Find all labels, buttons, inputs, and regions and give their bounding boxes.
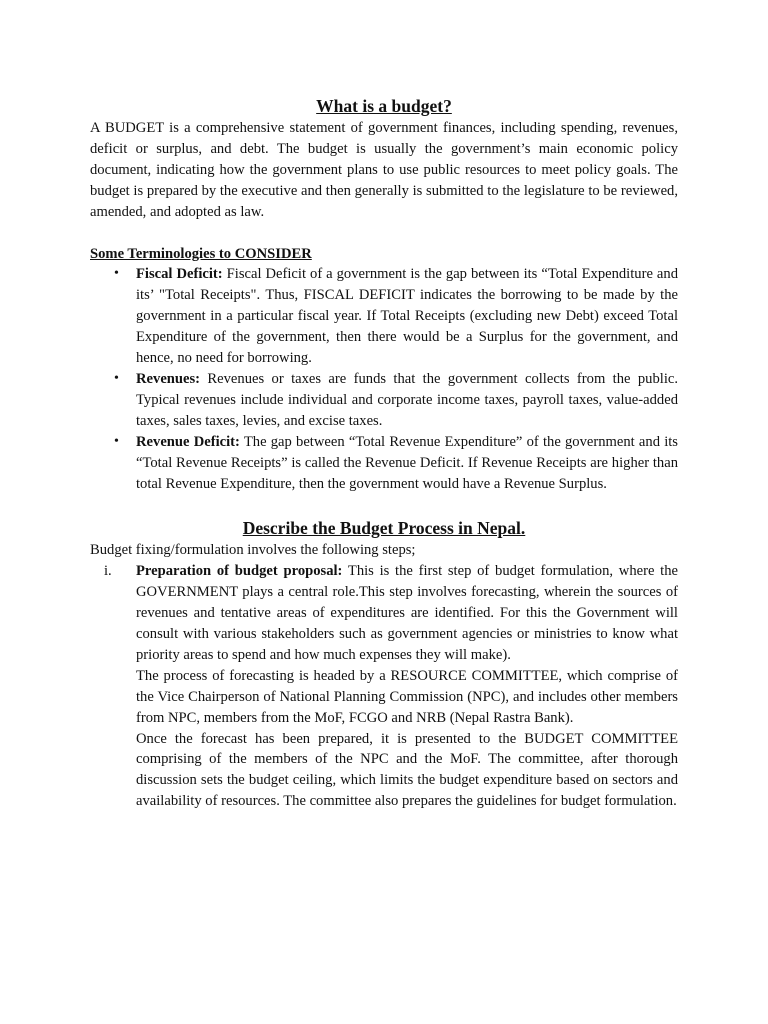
step-paragraph-2: The process of forecasting is headed by a RESOURCE COMMITTEE, which comprise of the Vice Chairperson of National Planning Commission (NPC), and includes other members from NPC, members from the MoF, FCGO and NRB (Nepal Rastra Bank). (136, 667, 678, 726)
term-definition: The gap between “Total Revenue Expenditure” of the government and its “Total Revenue Receipts” is called the Revenue Deficit. If Revenue Receipts are higher than total Revenue Expenditure, then the government would have a Revenue Surplus. (136, 433, 678, 492)
term-definition: Revenues or taxes are funds that the government collects from the public. Typical revenues include individual and corporate income taxes, payroll taxes, value-added taxes, sales taxes, levies, and excise taxes. (136, 370, 678, 429)
term-label: Fiscal Deficit: (136, 266, 223, 283)
budget-steps-list (90, 561, 678, 812)
term-definition: Fiscal Deficit of a government is the gap between its “Total Expenditure and its’ "Total Receipts". Thus, FISCAL DEFICIT indicates the borrowing to be made by the government in a particular fiscal year. If Total Receipts (excluding new Debt) exceed Total Expenditure of the government, then there would be a Surplus for the government, and hence, no need for borrowing. (136, 266, 678, 367)
budget-definition-paragraph: A BUDGET is a comprehensive statement of government finances, including spending, revenues, deficit or surplus, and debt. The budget is usually the government’s main economic policy document, indicating how the government plans to use public resources to meet policy goals. The budget is prepared by the executive and then generally is submitted to the legislature to be reviewed, amended, and adopted as law. (90, 120, 678, 220)
list-item-revenue-deficit (90, 432, 678, 495)
step-definition: This is the first step of budget formulation, where the GOVERNMENT plays a central role.This step involves forecasting, wherein the sources of revenues and tentative areas of expenditures are identified. For this the Government will consult with various stakeholders such as government agencies or ministries to know what priority areas to spend and how much expenses they will make). (136, 563, 678, 663)
list-item-fiscal-deficit (90, 264, 678, 369)
step-paragraph-1 (136, 561, 678, 666)
bullet-icon: • (114, 370, 119, 386)
document-page (90, 94, 678, 812)
bullet-icon: • (114, 266, 119, 282)
step-paragraph-3: Once the forecast has been prepared, it is presented to the BUDGET COMMITTEE comprising of the members of the NPC and the MoF. The committee, after thorough discussion sets the budget ceiling, which limits the budget expenditure based on sectors and availability of resources. The committee also prepares the guidelines for budget formulation. (136, 730, 678, 810)
list-item-revenues (90, 369, 678, 432)
section-title-budget: What is a budget? (316, 96, 452, 116)
section-title-budget-process: Describe the Budget Process in Nepal. (242, 518, 526, 539)
term-label: Revenue Deficit: (136, 433, 240, 450)
bullet-icon: • (114, 433, 119, 449)
step-term-label: Preparation of budget proposal: (136, 563, 343, 580)
terminologies-subheading: Some Terminologies to CONSIDER (90, 245, 312, 262)
term-label: Revenues: (136, 370, 201, 387)
list-item-preparation-of-budget-proposal (90, 561, 678, 812)
step-number: i. (104, 563, 112, 580)
terminology-list (90, 264, 678, 494)
budget-process-intro: Budget fixing/formulation involves the following steps; (90, 542, 416, 559)
